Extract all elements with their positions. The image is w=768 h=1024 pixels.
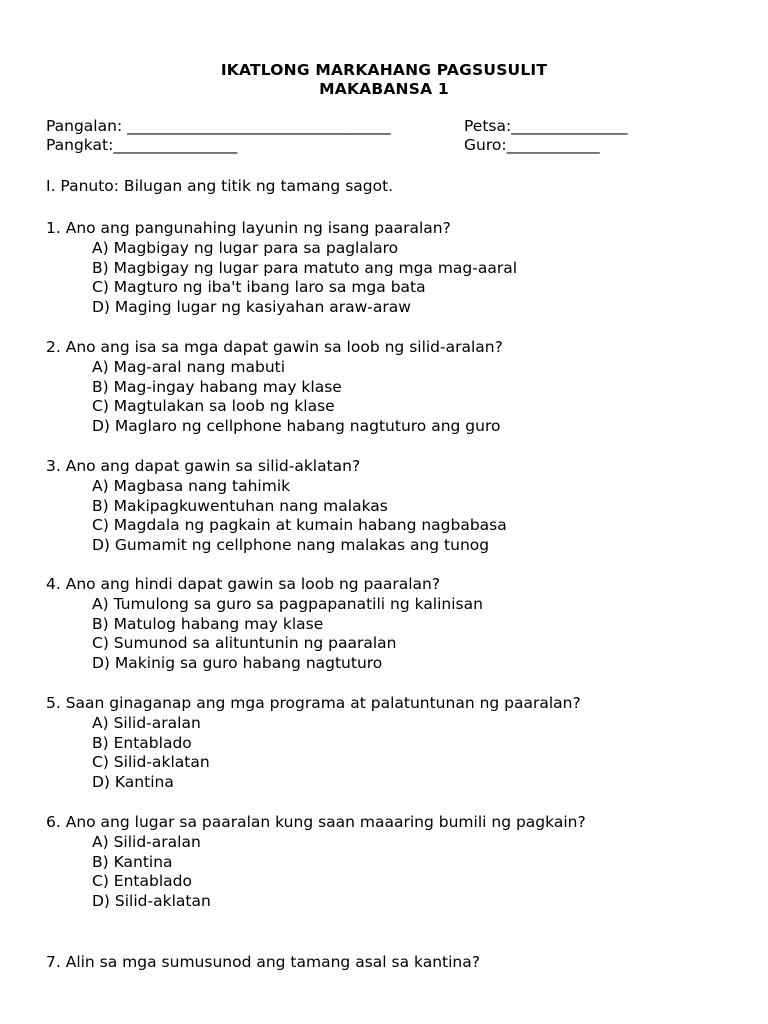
choice-b: B) Entablado bbox=[92, 733, 192, 752]
choice-c: C) Magturo ng iba't ibang laro sa mga bata bbox=[92, 278, 426, 297]
directions-text: I. Panuto: Bilugan ang titik ng tamang sagot. bbox=[46, 177, 394, 195]
question-6 bbox=[46, 813, 586, 912]
choice-d: D) Kantina bbox=[92, 773, 174, 792]
choice-b: B) Mag-ingay habang may klase bbox=[92, 377, 342, 396]
choice-a: A) Magbigay ng lugar para sa paglalaro bbox=[92, 238, 399, 257]
choice-list bbox=[46, 833, 586, 912]
choice-a: A) Silid-aralan bbox=[92, 713, 201, 732]
choice-c: C) Sumunod sa alituntunin ng paaralan bbox=[92, 634, 397, 653]
choice-b: B) Makipagkuwentuhan nang malakas bbox=[92, 496, 388, 515]
choice-c: C) Entablado bbox=[92, 872, 192, 891]
worksheet-title: IKATLONG MARKAHANG PAGSUSULIT bbox=[220, 61, 548, 79]
choice-a: A) Magbasa nang tahimik bbox=[92, 476, 291, 495]
question-stem: 7. Alin sa mga sumusunod ang tamang asal sa kantina? bbox=[46, 953, 480, 971]
question-4 bbox=[46, 575, 483, 674]
date-field: Petsa:_______________ bbox=[464, 117, 628, 135]
question-3 bbox=[46, 457, 507, 556]
choice-b: B) Kantina bbox=[92, 852, 173, 871]
choice-list bbox=[46, 714, 581, 793]
choice-c: C) Silid-aklatan bbox=[92, 753, 210, 772]
question-stem: 3. Ano ang dapat gawin sa silid-aklatan? bbox=[46, 457, 361, 475]
choice-list bbox=[46, 358, 503, 437]
choice-a: A) Silid-aralan bbox=[92, 832, 201, 851]
choice-d: D) Gumamit ng cellphone nang malakas ang tunog bbox=[92, 536, 490, 555]
question-2 bbox=[46, 338, 503, 437]
choice-d: D) Makinig sa guro habang nagtuturo bbox=[92, 654, 383, 673]
choice-c: C) Magdala ng pagkain at kumain habang nagbabasa bbox=[92, 516, 507, 535]
choice-a: A) Mag-aral nang mabuti bbox=[92, 357, 286, 376]
choice-b: B) Magbigay ng lugar para matuto ang mga mag-aaral bbox=[92, 258, 518, 277]
question-stem: 5. Saan ginaganap ang mga programa at palatuntunan ng paaralan? bbox=[46, 694, 581, 712]
choice-c: C) Magtulakan sa loob ng klase bbox=[92, 397, 335, 416]
choice-list bbox=[46, 595, 483, 674]
choice-list bbox=[46, 239, 517, 318]
question-1 bbox=[46, 219, 517, 318]
choice-list bbox=[46, 477, 507, 556]
choice-d: D) Silid-aklatan bbox=[92, 892, 211, 911]
question-stem: 2. Ano ang isa sa mga dapat gawin sa loob ng silid-aralan? bbox=[46, 338, 503, 356]
name-field: Pangalan: __________________________________ bbox=[46, 117, 391, 135]
choice-d: D) Maglaro ng cellphone habang nagtuturo ang guro bbox=[92, 417, 501, 436]
worksheet-subtitle: MAKABANSA 1 bbox=[319, 80, 449, 98]
question-stem: 6. Ano ang lugar sa paaralan kung saan maaaring bumili ng pagkain? bbox=[46, 813, 586, 831]
choice-d: D) Maging lugar ng kasiyahan araw-araw bbox=[92, 298, 411, 317]
question-5 bbox=[46, 694, 581, 793]
question-stem: 4. Ano ang hindi dapat gawin sa loob ng paaralan? bbox=[46, 575, 441, 593]
group-field: Pangkat:________________ bbox=[46, 136, 238, 154]
choice-a: A) Tumulong sa guro sa pagpapanatili ng kalinisan bbox=[92, 594, 483, 613]
choice-b: B) Matulog habang may klase bbox=[92, 614, 324, 633]
teacher-field: Guro:____________ bbox=[464, 136, 600, 154]
question-stem: 1. Ano ang pangunahing layunin ng isang paaralan? bbox=[46, 219, 451, 237]
question-7 bbox=[46, 953, 480, 973]
